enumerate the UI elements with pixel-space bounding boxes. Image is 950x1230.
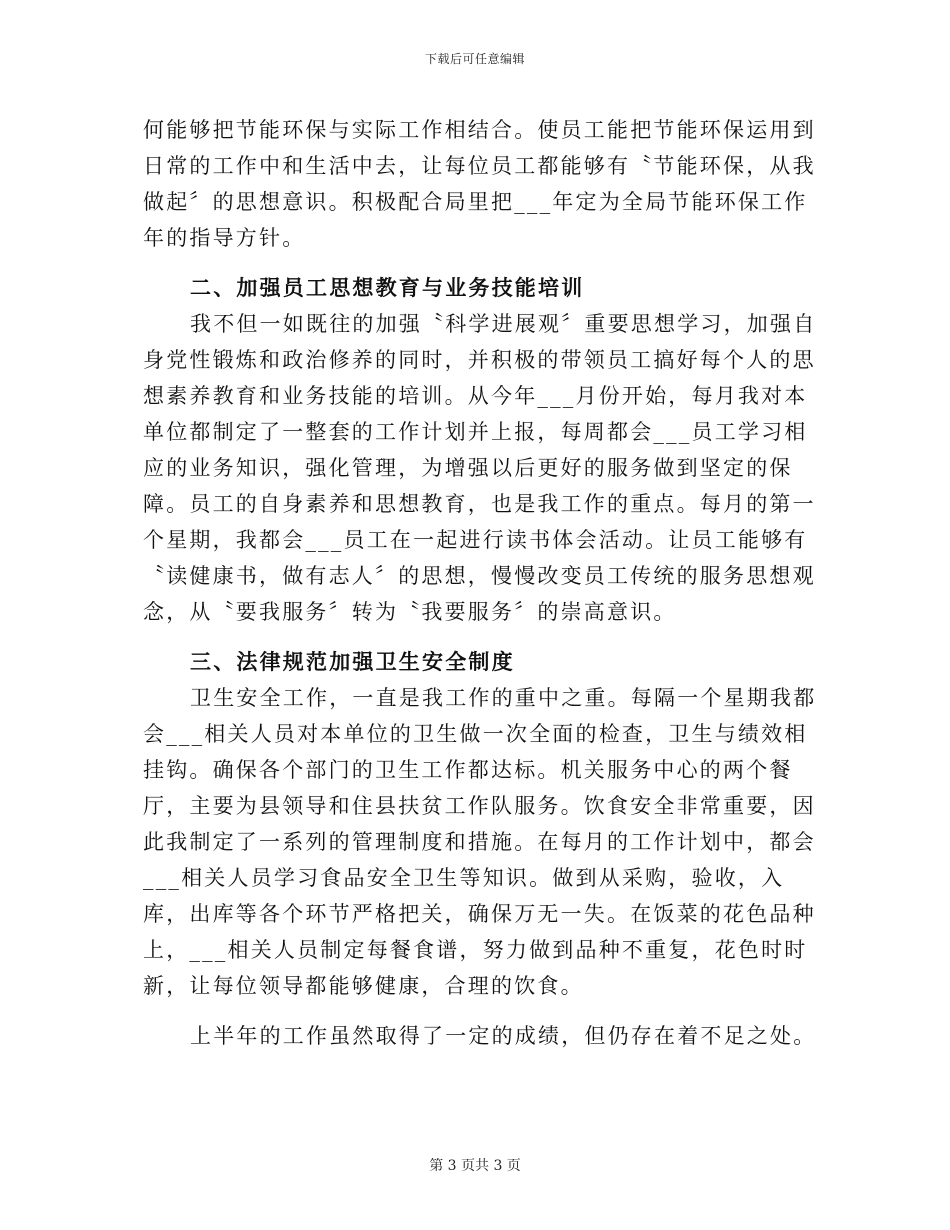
paragraph-1: 何能够把节能环保与实际工作相结合。使员工能把节能环保运用到日常的工作中和生活中去，让每位员工都能够有〝节能环保，从我做起〞的思想意识。积极配合局里把___年定为全局节能环保工作年的指导方针。 [143,118,816,250]
paragraph-3: 卫生安全工作，一直是我工作的重中之重。每隔一个星期我都会___相关人员对本单位的卫生做一次全面的检查，卫生与绩效相挂钩。确保各个部门的卫生工作都达标。机关服务中心的两个餐厅，主要为县领导和住县扶贫工作队服务。饮食安全非常重要，因此我制定了一系列的管理制度和措施。在每月的工作计划中，都会___相关人员学习食品安全卫生等知识。做到从采购，验收，入库，出库等各个环节严格把关，确保万无一失。在饭菜的花色品种上，___相关人员制定每餐食谱，努力做到品种不重复，花色时时新，让每位领导都能够健康，合理的饮食。 [143,686,817,998]
paragraph-2: 我不但一如既往的加强〝科学进展观〞重要思想学习，加强自身党性锻炼和政治修养的同时，并积极的带领员工搞好每个人的思想素养教育和业务技能的培训。从今年___月份开始，每月我对本单位都制定了一整套的工作计划并上报，每周都会___员工学习相应的业务知识，强化管理，为增强以后更好的服务做到坚定的保障。员工的自身素养和思想教育，也是我工作的重点。每月的第一个星期，我都会___员工在一起进行读书体会活动。让员工能够有〝读健康书，做有志人〞的思想，慢慢改变员工传统的服务思想观念，从〝要我服务〞转为〝我要服务〞的崇高意识。 [143,312,817,624]
section-heading-2: 二、加强员工思想教育与业务技能培训 [190,275,585,300]
paragraph-4: 上半年的工作虽然取得了一定的成绩，但仍存在着不足之处。 [190,1024,817,1048]
page-footer: 第 3 页共 3 页 [429,1158,521,1174]
document-body [143,112,823,1054]
page-header: 下载后可任意编辑 [424,52,525,66]
section-heading-3: 三、法律规范加强卫生安全制度 [190,649,515,674]
